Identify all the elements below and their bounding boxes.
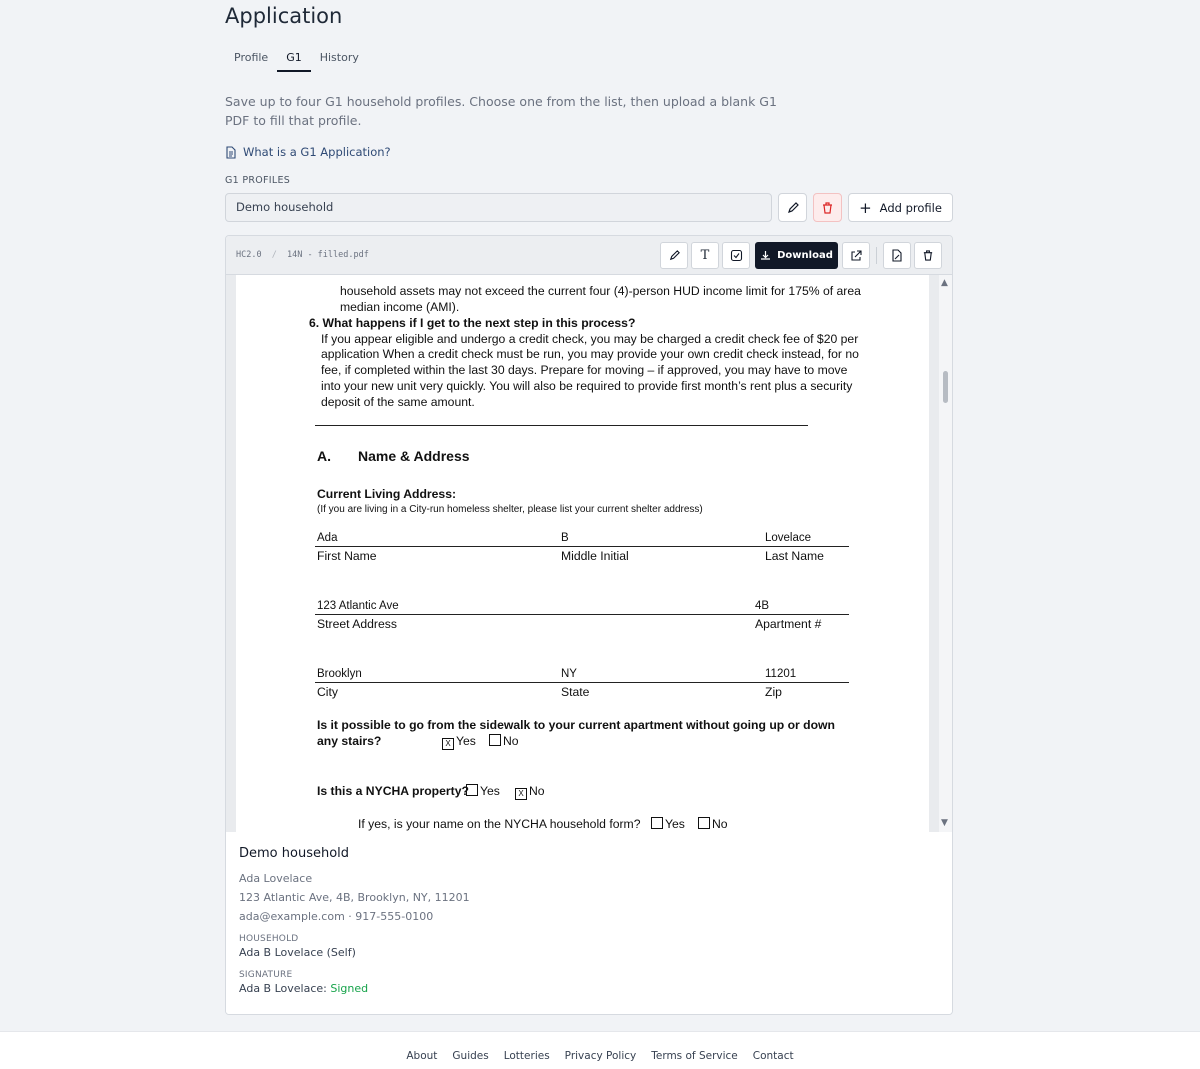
tab-g1[interactable]: G1: [277, 50, 311, 72]
checkbox-unchecked[interactable]: [489, 734, 501, 746]
option-label: Yes: [456, 734, 476, 748]
pdf-page: [236, 275, 929, 832]
add-profile-button[interactable]: [848, 193, 953, 222]
household-member: Ada B Lovelace (Self): [239, 946, 356, 959]
breadcrumb-folder[interactable]: HC2.0: [236, 250, 262, 260]
checkbox-checked[interactable]: X: [515, 788, 527, 800]
pdf-field-line: [315, 682, 849, 683]
city-label: City: [317, 685, 338, 699]
breadcrumb: HC2.0 / 14N - filled.pdf: [236, 250, 369, 260]
breadcrumb-file: 14N - filled.pdf: [286, 250, 369, 260]
stairs-question: Is it possible to go from the sidewalk to your current apartment without going up or down: [317, 718, 835, 732]
pdf-text: deposit of the same amount.: [321, 395, 475, 409]
apartment-label: Apartment #: [755, 617, 822, 631]
pdf-text: application When a credit check must be run, you may provide your own credit check instead, for no: [321, 347, 859, 361]
footer-link-terms[interactable]: Terms of Service: [651, 1050, 738, 1062]
pdf-text: household assets may not exceed the current four (4)-person HUD income limit for 175% of area: [340, 284, 861, 298]
nycha-no-option[interactable]: [515, 784, 545, 800]
footer-link-lotteries[interactable]: Lotteries: [503, 1050, 550, 1062]
scrollbar-thumb[interactable]: [943, 371, 948, 403]
footer-link-guides[interactable]: Guides: [452, 1050, 489, 1062]
state-label: State: [561, 685, 590, 699]
viewer-toolbar: [226, 236, 952, 275]
add-profile-label: Add profile: [879, 200, 942, 215]
download-icon: [760, 250, 771, 261]
pdf-text: If you appear eligible and undergo a credit check, you may be charged a credit check fee of $20 per: [321, 332, 859, 346]
middle-initial-label: Middle Initial: [561, 549, 629, 563]
footer: [0, 1031, 1200, 1069]
chevron-down-icon[interactable]: ▼: [941, 818, 948, 828]
state-value[interactable]: NY: [561, 668, 577, 680]
profiles-label: G1 PROFILES: [225, 175, 291, 186]
trash-icon: [821, 201, 834, 215]
option-label: No: [712, 817, 728, 831]
apartment-value[interactable]: 4B: [755, 600, 770, 612]
nycha-form-no-option[interactable]: [698, 817, 728, 832]
zip-value[interactable]: 11201: [765, 668, 797, 680]
toolbar-divider: [876, 247, 877, 264]
text-tool-button[interactable]: [691, 242, 719, 269]
checkbox-unchecked[interactable]: [698, 817, 710, 829]
profile-address: 123 Atlantic Ave, 4B, Brooklyn, NY, 11201: [239, 891, 470, 904]
option-label: No: [503, 734, 519, 748]
profile-contact: ada@example.com · 917-555-0100: [239, 910, 434, 923]
nycha-yes-option[interactable]: [466, 784, 500, 800]
open-external-button[interactable]: [842, 242, 870, 269]
trash-icon: [922, 249, 934, 262]
download-button[interactable]: [755, 242, 838, 269]
profile-select[interactable]: Demo household: [225, 193, 772, 222]
signature-status-line: [239, 980, 939, 998]
edit-profile-button[interactable]: [778, 193, 807, 222]
pdf-shelter-note: (If you are living in a City-run homeless shelter, please list your current shelter address): [317, 504, 703, 515]
household-label: HOUSEHOLD: [239, 934, 299, 944]
signature-name: Ada B Lovelace:: [239, 982, 327, 995]
checkbox-icon: [730, 249, 743, 262]
first-name-label: First Name: [317, 549, 377, 563]
signature-status: Signed: [330, 982, 369, 995]
street-value[interactable]: 123 Atlantic Ave: [317, 600, 399, 612]
file-sign-button[interactable]: [883, 242, 911, 269]
help-link[interactable]: [225, 145, 391, 159]
option-label: No: [529, 784, 545, 798]
tab-history[interactable]: History: [319, 51, 359, 64]
delete-profile-button[interactable]: [813, 193, 842, 222]
draw-tool-button[interactable]: [660, 242, 688, 269]
pencil-icon: [668, 249, 681, 262]
delete-file-button[interactable]: [914, 242, 942, 269]
tab-bar: [225, 50, 368, 72]
pdf-text: fee, if completed within the last 30 days. Prepare for moving – if approved, you may have to move: [321, 363, 848, 377]
chevron-up-icon[interactable]: ▲: [941, 278, 948, 288]
stairs-question: any stairs?: [317, 734, 382, 748]
pdf-section-letter: A.: [317, 448, 331, 464]
tab-profile[interactable]: Profile: [234, 51, 269, 64]
option-label: Yes: [480, 784, 500, 798]
last-name-value[interactable]: Lovelace: [765, 532, 812, 544]
pdf-current-address-heading: Current Living Address:: [317, 487, 457, 501]
pdf-text: median income (AMI).: [340, 300, 460, 314]
document-icon: [225, 146, 237, 159]
pdf-question-title: 6. What happens if I get to the next step in this process?: [309, 316, 636, 330]
footer-link-about[interactable]: About: [406, 1050, 438, 1062]
pdf-scrollbar[interactable]: [939, 275, 952, 832]
footer-link-privacy[interactable]: Privacy Policy: [564, 1050, 637, 1062]
checkbox-tool-button[interactable]: [722, 242, 750, 269]
middle-initial-value[interactable]: B: [561, 532, 569, 544]
first-name-value[interactable]: Ada: [317, 532, 338, 544]
city-value[interactable]: Brooklyn: [317, 668, 362, 680]
pdf-text: into your new unit very quickly. You will also be required to provide first month’s rent plus a security: [321, 379, 853, 393]
last-name-label: Last Name: [765, 549, 824, 563]
pdf-section-title: Name & Address: [358, 448, 470, 464]
checkbox-unchecked[interactable]: [466, 784, 478, 796]
stairs-yes-option[interactable]: [442, 734, 476, 750]
profile-name: Ada Lovelace: [239, 872, 313, 885]
pdf-scroll-area[interactable]: [226, 275, 952, 832]
signature-label: SIGNATURE: [239, 970, 293, 980]
profile-summary-title: Demo household: [239, 846, 350, 861]
pdf-viewer: [225, 235, 953, 1015]
profile-summary: [226, 832, 952, 1014]
nycha-form-yes-option[interactable]: [651, 817, 685, 832]
pdf-field-line: [315, 614, 849, 615]
file-signature-icon: [891, 249, 903, 262]
intro-text: Save up to four G1 household profiles. Choose one from the list, then upload a blank G1 PDF to fill that profile.: [225, 94, 777, 128]
download-label: Download: [777, 250, 833, 261]
external-link-icon: [850, 250, 862, 262]
pencil-icon: [786, 201, 800, 215]
checkbox-unchecked[interactable]: [651, 817, 663, 829]
nycha-question: Is this a NYCHA property?: [317, 784, 469, 798]
pdf-divider: [315, 425, 808, 426]
text-icon: T: [700, 248, 710, 263]
plus-icon: +: [859, 198, 872, 217]
page-title: Application: [225, 4, 343, 28]
stairs-no-option[interactable]: [489, 734, 519, 750]
option-label: Yes: [665, 817, 685, 831]
checkbox-checked[interactable]: X: [442, 738, 454, 750]
help-link-label[interactable]: What is a G1 Application?: [243, 145, 391, 159]
footer-link-contact[interactable]: Contact: [752, 1050, 794, 1062]
pdf-field-line: [315, 546, 849, 547]
zip-label: Zip: [765, 685, 782, 699]
street-label: Street Address: [317, 617, 397, 631]
nycha-followup-question: If yes, is your name on the NYCHA household form?: [358, 817, 641, 831]
